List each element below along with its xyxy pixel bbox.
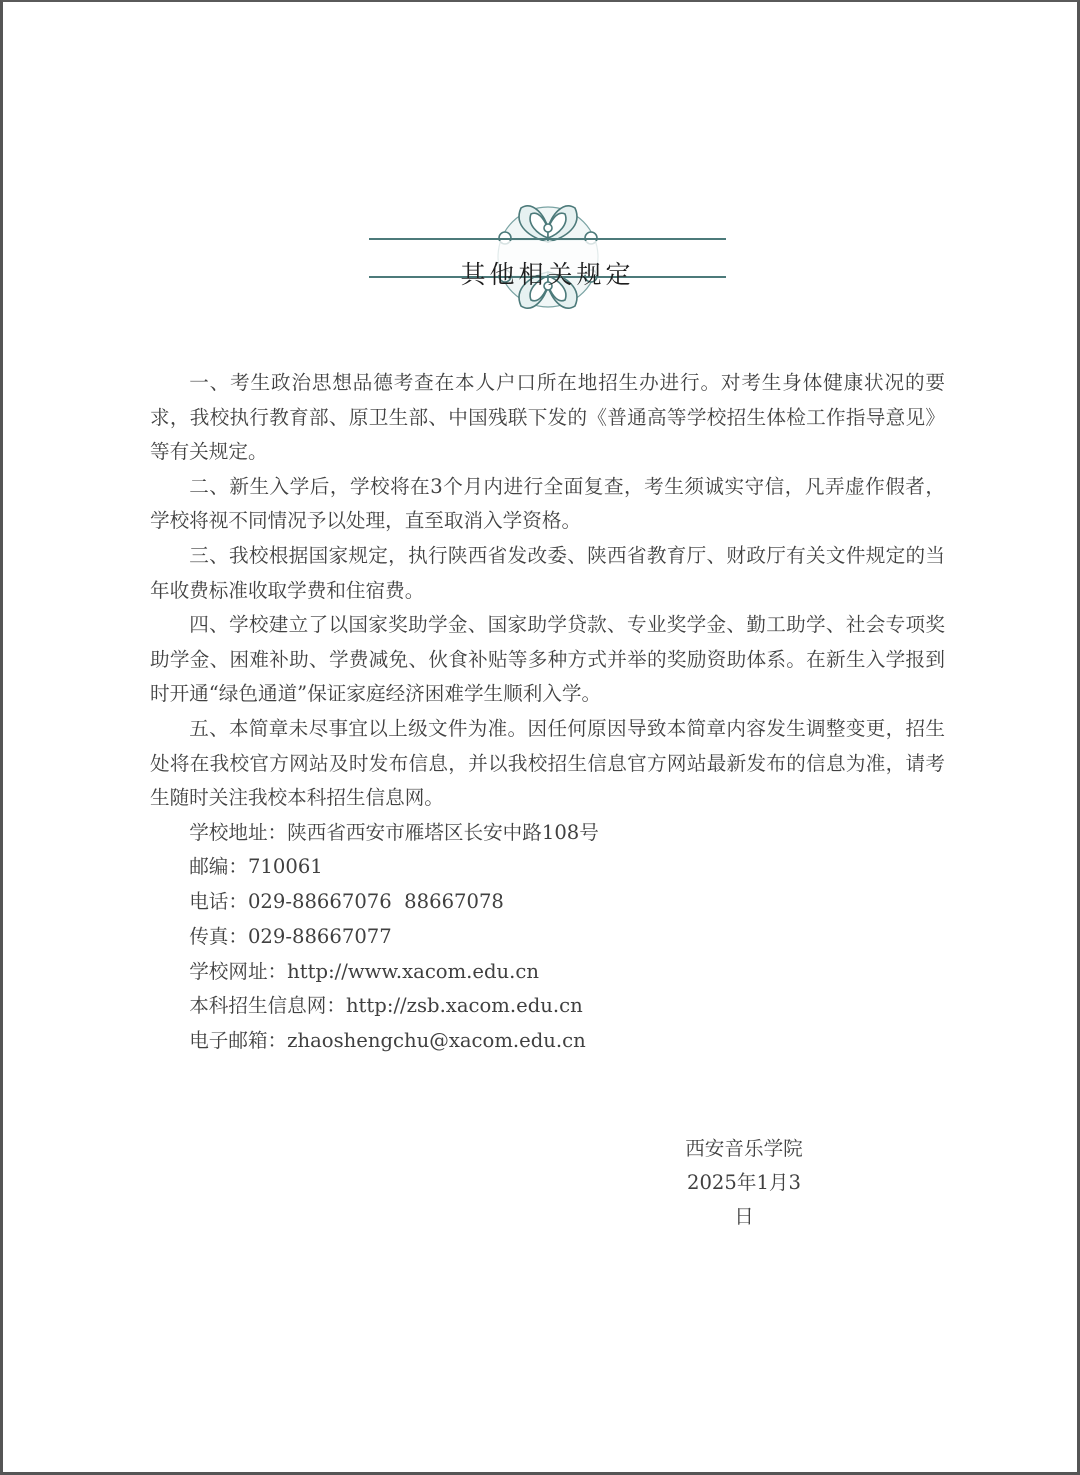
contact-label: 邮编： <box>189 855 248 879</box>
contact-label: 学校网址： <box>189 959 288 983</box>
signature-block <box>679 1132 809 1234</box>
contact-label: 电子邮箱： <box>189 1028 288 1052</box>
contact-admissions-site <box>150 989 945 1024</box>
paragraph-4: 四、学校建立了以国家奖助学金、国家助学贷款、专业奖学金、勤工助学、社会专项奖助学金、困难补助、学费减免、伙食补贴等多种方式并举的奖励资助体系。在新生入学报到时开通“绿色通道”保证家庭经济困难学生顺利入学。 <box>150 613 945 706</box>
contact-value: 029-88667077 <box>247 924 392 948</box>
contact-postcode <box>150 850 945 885</box>
signature-date: 2025年1月3日 <box>687 1171 801 1228</box>
contact-value: 710061 <box>247 855 323 879</box>
contact-phone <box>150 885 945 920</box>
page-title: 其他相关规定 <box>460 259 635 289</box>
contact-label: 传真： <box>189 924 248 948</box>
contact-address <box>150 816 945 851</box>
paragraph-5: 五、本简章未尽事宜以上级文件为准。因任何原因导致本简章内容发生调整变更，招生处将在我校官方网站及时发布信息，并以我校招生信息官方网站最新发布的信息为准，请考生随时关注我校本科招生信息网。 <box>150 716 945 810</box>
contact-email <box>150 1024 945 1059</box>
document-body <box>150 366 945 1059</box>
website-link[interactable]: http://www.xacom.edu.cn <box>287 959 539 983</box>
contact-website <box>150 955 945 990</box>
section-heading <box>369 198 726 316</box>
contact-value: 陕西省西安市雁塔区长安中路108号 <box>287 820 599 844</box>
signature-institution: 西安音乐学院 <box>685 1137 803 1160</box>
contact-label: 电话： <box>189 890 248 914</box>
contact-label: 本科招生信息网： <box>189 994 346 1018</box>
paragraph-3: 三、我校根据国家规定，执行陕西省发改委、陕西省教育厅、财政厅有关文件规定的当年收费标准收取学费和住宿费。 <box>150 543 945 602</box>
paragraph-2: 二、新生入学后，学校将在3个月内进行全面复查，考生须诚实守信，凡弄虚作假者，学校将视不同情况予以处理，直至取消入学资格。 <box>150 474 945 533</box>
contact-fax <box>150 920 945 955</box>
heading-rule-top <box>369 238 726 240</box>
contact-value: 029-88667076 88667078 <box>247 890 504 914</box>
admissions-site-link[interactable]: http://zsb.xacom.edu.cn <box>345 994 583 1018</box>
contact-label: 学校地址： <box>189 820 288 844</box>
email-link[interactable]: zhaoshengchu@xacom.edu.cn <box>287 1028 586 1052</box>
paragraph-1: 一、考生政治思想品德考查在本人户口所在地招生办进行。对考生身体健康状况的要求，我校执行教育部、原卫生部、中国残联下发的《普通高等学校招生体检工作指导意见》等有关规定。 <box>150 371 945 464</box>
